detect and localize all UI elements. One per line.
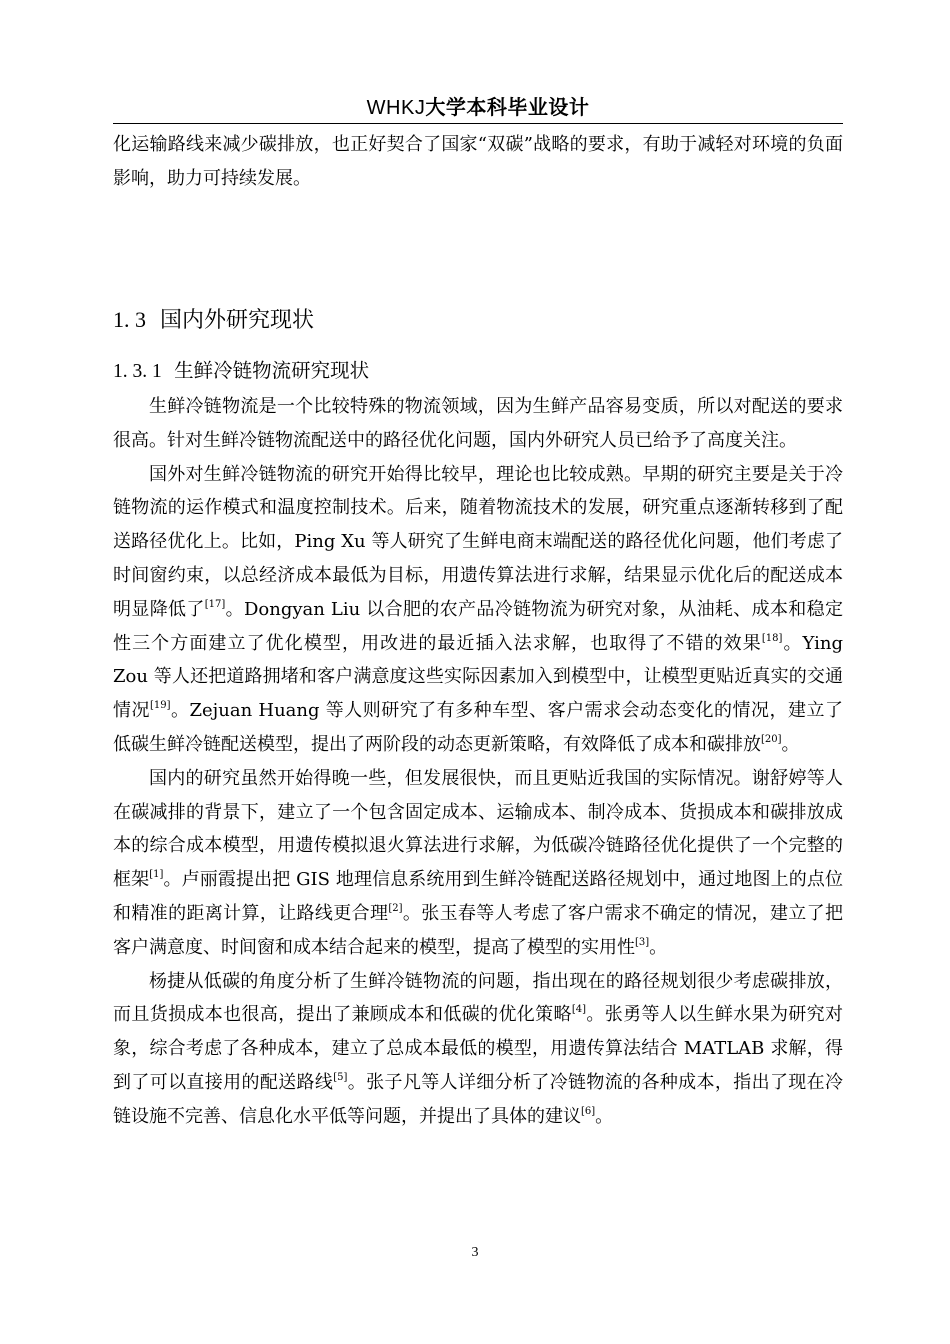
section-title: 国内外研究现状 <box>160 308 315 333</box>
header-title-cn: 大学本科毕业设计 <box>425 95 590 119</box>
subsection-title: 生鲜冷链物流研究现状 <box>174 359 370 382</box>
paragraph-2-text: 。 <box>781 733 800 755</box>
paragraph-4-text: 杨捷从低碳的角度分析了生鲜冷链物流的问题，指出现在的路径规划很少考虑碳排放，而且货损成本也很高，提出了兼顾成本和低碳的优化策略 <box>113 970 843 1026</box>
paragraph-2-text: 。Ying Zou 等人还把道路拥堵和客户满意度这些实际因素加入到模型中，让模型更贴近真实的交通情况 <box>113 632 843 722</box>
paragraph-3-text: 。张玉春等人考虑了客户需求不确定的情况，建立了把客户满意度、时间窗和成本结合起来的模型，提高了模型的实用性 <box>113 902 844 958</box>
paragraph-4-text: 。张勇等人以生鲜水果为研究对象，综合考虑了各种成本，建立了总成本最低的模型，用遗传算法结合 MATLAB 求解，得到了可以直接用的配送路线 <box>113 1004 844 1093</box>
continued-paragraph: 化运输路线来减少碳排放，也正好契合了国家“双碳”战略的要求，有助于减轻对环境的负面影响，助力可持续发展。 <box>113 134 843 189</box>
subsection-number: 1. 3. 1 <box>113 361 162 382</box>
paragraph-2-text: 国外对生鲜冷链物流的研究开始得比较早，理论也比较成熟。早期的研究主要是关于冷链物流的运作模式和温度控制技术。后来，随着物流技术的发展，研究重点逐渐转移到了配送路径优化上。比如，Ping Xu 等人研究了生鲜电商末端配送的路径优化问题，他们考虑了时间窗约束，以总经济成本最低为目标，用遗传算法进行求解，结果显示优化后的配送成本明显降低了 <box>113 463 843 620</box>
header-title-en: WHKJ <box>366 97 426 119</box>
page-number: 3 <box>471 1245 479 1260</box>
citation-17: [17] <box>204 598 226 610</box>
body-text <box>113 390 843 1134</box>
paragraph-2-text: 。Zejuan Huang 等人则研究了有多种车型、客户需求会动态变化的情况，建立了低碳生鲜冷链配送模型，提出了两阶段的动态更新策略，有效降低了成本和碳排放 <box>113 700 844 755</box>
page-header <box>113 93 843 122</box>
citation-2: [2] <box>388 902 403 914</box>
section-number: 1. 3 <box>113 307 146 332</box>
subsection-heading <box>113 355 369 388</box>
citation-6: [6] <box>581 1105 596 1117</box>
paragraph-4 <box>113 965 843 1134</box>
paragraph-3-text: 国内的研究虽然开始得晚一些，但发展很快，而且更贴近我国的实际情况。谢舒婷等人在碳减排的背景下，建立了一个包含固定成本、运输成本、制冷成本、货损成本和碳排放成本的综合成本模型，用遗传模拟退火算法进行求解，为低碳冷链路径优化提供了一个完整的框架 <box>113 767 843 891</box>
paragraph-4-text: 。 <box>595 1105 614 1127</box>
paragraph-3-text: 。卢丽霞提出把 GIS 地理信息系统用到生鲜冷链配送路径规划中，通过地图上的点位和精准的距离计算，让路线更合理 <box>113 869 843 924</box>
header-rule <box>113 123 843 124</box>
section-heading <box>113 303 314 338</box>
citation-19: [19] <box>149 700 171 712</box>
continued-text <box>113 128 843 196</box>
paragraph-2 <box>113 458 843 762</box>
citation-3: [3] <box>635 936 650 948</box>
paragraph-4-text: 。张子凡等人详细分析了冷链物流的各种成本，指出了现在冷链设施不完善、信息化水平低等问题，并提出了具体的建议 <box>113 1071 844 1127</box>
citation-18: [18] <box>761 632 783 644</box>
paragraph-3 <box>113 762 843 965</box>
paragraph-1: 生鲜冷链物流是一个比较特殊的物流领域，因为生鲜产品容易变质，所以对配送的要求很高。针对生鲜冷链物流配送中的路径优化问题，国内外研究人员已给予了高度关注。 <box>113 396 843 451</box>
citation-20: [20] <box>761 733 782 745</box>
paragraph-3-text: 。 <box>649 936 668 958</box>
citation-5: [5] <box>333 1071 348 1083</box>
paragraph-2-text: 。Dongyan Liu 以合肥的农产品冷链物流为研究对象，从油耗、成本和稳定性三个方面建立了优化模型，用改进的最近插入法求解，也取得了不错的效果 <box>113 598 844 654</box>
citation-4: [4] <box>571 1004 587 1016</box>
citation-1: [1] <box>149 869 164 881</box>
